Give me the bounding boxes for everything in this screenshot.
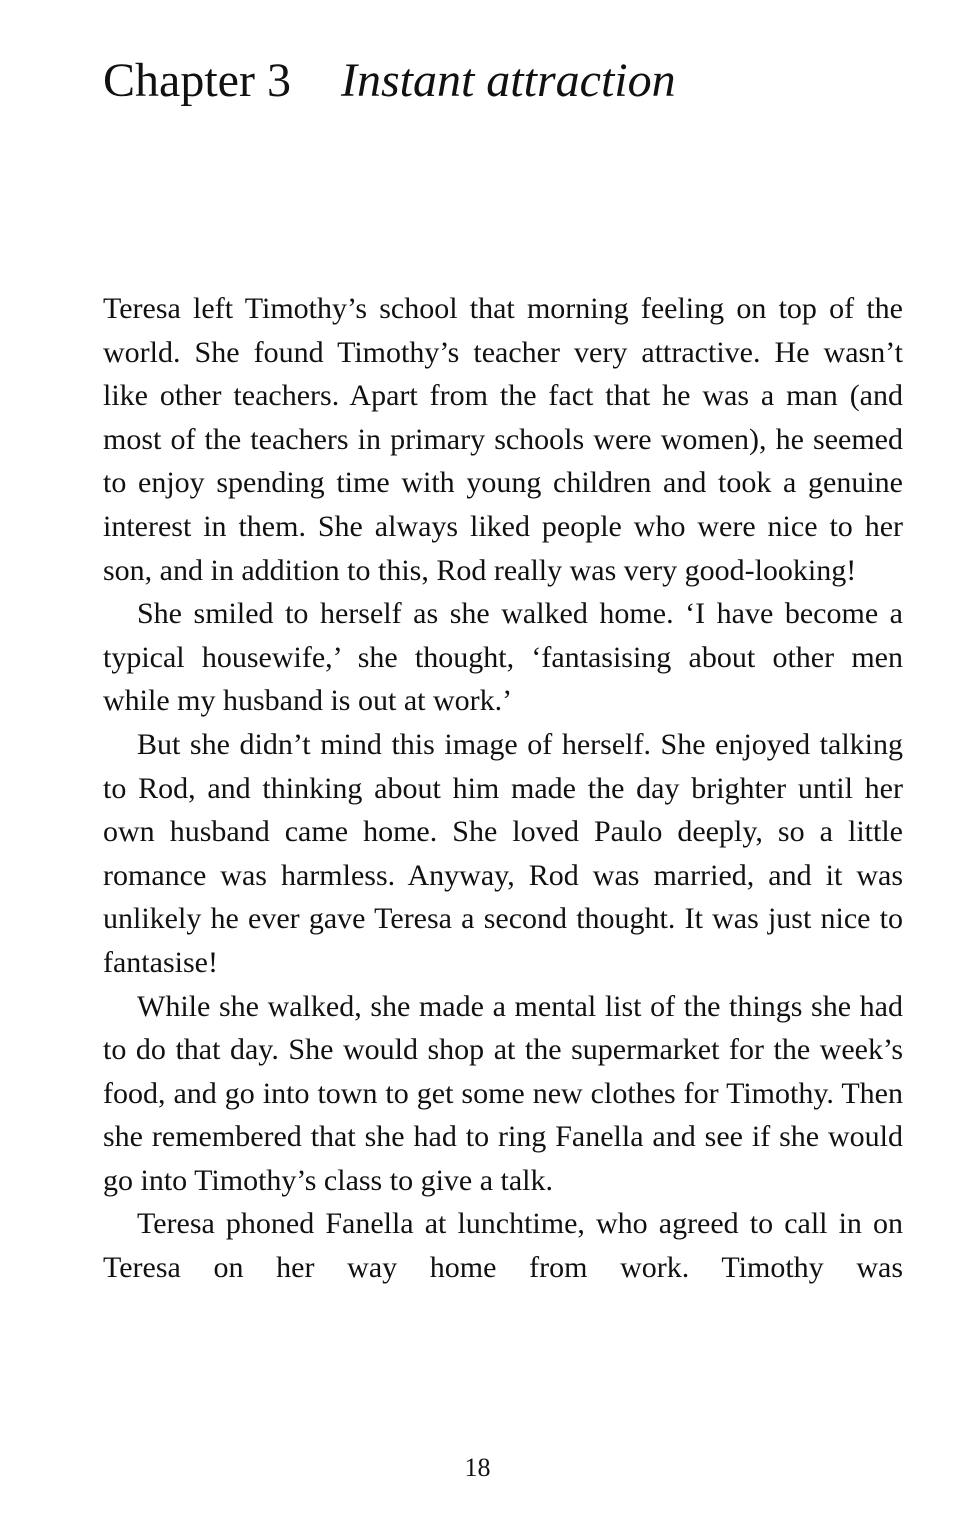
paragraph-3: But she didn’t mind this image of herself. She enjoyed talking to Rod, and thinking about him made the day brighter until her own husband came home. She loved Paulo deeply, so a little romance was harmless. Anyway, Rod was married, and it was unlikely he ever gave Teresa a second thought. It was just nice to fantasise! bbox=[103, 727, 903, 979]
chapter-title: Instant attraction bbox=[340, 54, 676, 107]
paragraph-4: While she walked, she made a mental list of the things she had to do that day. She would shop at the supermarket for the week’s food, and go into town to get some new clothes for Timothy. Then she remembered that she had to ring Fanella and see if she would go into Timothy’s class to give a talk. bbox=[103, 989, 903, 1197]
body-text bbox=[103, 287, 903, 1290]
paragraph-2: She smiled to herself as she walked home. ‘I have become a typical housewife,’ she thought, ‘fantasising about other men while my husband is out at work.’ bbox=[103, 597, 903, 718]
paragraph-1: Teresa left Timothy’s school that morning feeling on top of the world. She found Timothy’s teacher very attractive. He wasn’t like other teachers. Apart from the fact that he was a man (and most of the teachers in primary schools were women), he seemed to enjoy spending time with young children and took a genuine interest in them. She always liked people who were nice to her son, and in addition to this, Rod really was very good-looking! bbox=[103, 292, 903, 587]
page-number: 18 bbox=[464, 1453, 491, 1482]
chapter-heading bbox=[103, 52, 676, 110]
paragraph-5: Teresa phoned Fanella at lunchtime, who agreed to call in on Teresa on her way home from work. Timothy was bbox=[103, 1207, 903, 1285]
chapter-number: Chapter 3 bbox=[103, 54, 291, 107]
